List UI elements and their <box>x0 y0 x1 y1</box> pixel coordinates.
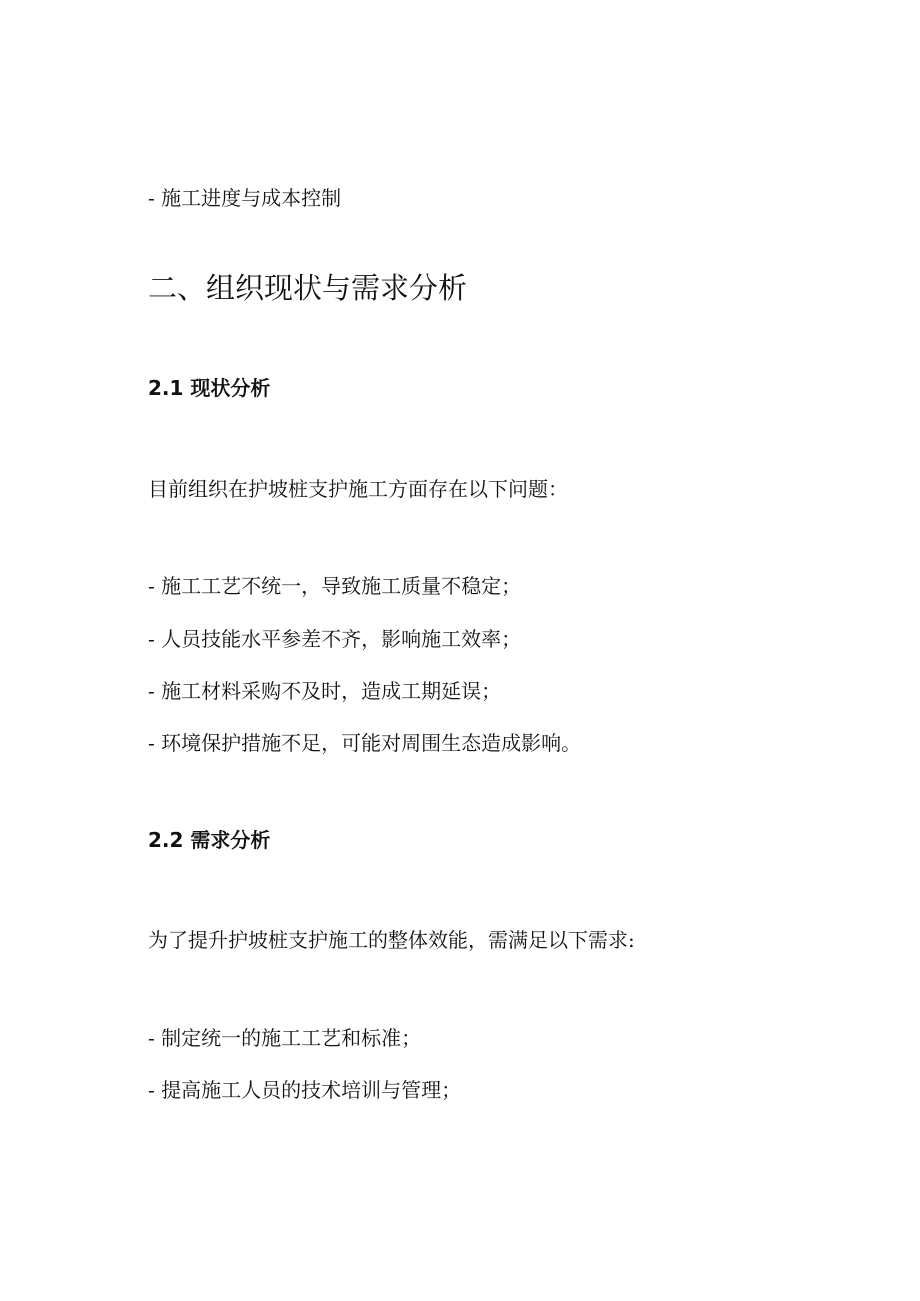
section-2-2-lead: 为了提升护坡桩支护施工的整体效能，需满足以下需求: <box>148 928 635 952</box>
list-item: - 制定统一的施工工艺和标准； <box>148 1026 422 1050</box>
list-item: - 人员技能水平参差不齐，影响施工效率； <box>148 627 522 651</box>
list-item: - 环境保护措施不足，可能对周围生态造成影响。 <box>148 731 582 755</box>
intro-bullet: - 施工进度与成本控制 <box>148 186 342 210</box>
list-item: - 施工工艺不统一，导致施工质量不稳定； <box>148 574 522 598</box>
chapter-title: 二、组织现状与需求分析 <box>148 271 468 305</box>
section-2-2-title: 2.2 需求分析 <box>148 828 271 852</box>
list-item: - 施工材料采购不及时，造成工期延误； <box>148 679 502 703</box>
section-2-1-lead: 目前组织在护坡桩支护施工方面存在以下问题： <box>148 477 568 501</box>
section-2-1-title: 2.1 现状分析 <box>148 376 271 400</box>
list-item: - 提高施工人员的技术培训与管理； <box>148 1078 462 1102</box>
